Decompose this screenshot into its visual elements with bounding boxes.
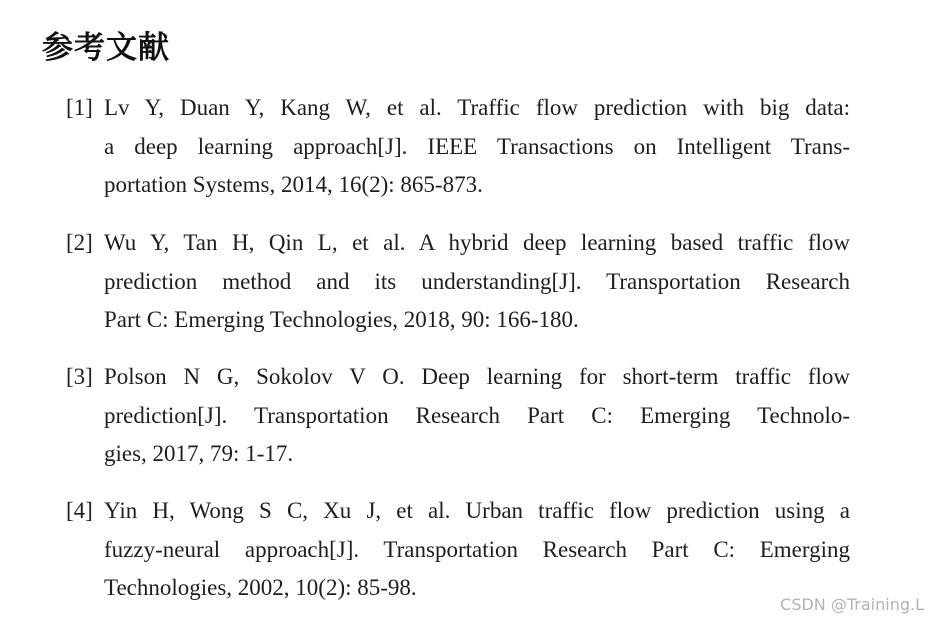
reference-line: Polson N G, Sokolov V O. Deep learning for short-term traffic flow xyxy=(104,364,850,389)
reference-line: Part C: Emerging Technologies, 2018, 90: 166-180. xyxy=(104,307,579,332)
reference-line: fuzzy-neural approach[J]. Transportation Research Part C: Emerging xyxy=(104,536,850,562)
reference-line: portation Systems, 2014, 16(2): 865-873. xyxy=(104,172,483,197)
reference-line: a deep learning approach[J]. IEEE Transactions on Intelligent Trans- xyxy=(104,133,850,159)
watermark: CSDN @Training.L xyxy=(780,595,924,614)
reference-number: [1] xyxy=(66,95,93,120)
reference-line: Technologies, 2002, 10(2): 85-98. xyxy=(104,575,417,600)
reference-line: Yin H, Wong S C, Xu J, et al. Urban traffic flow prediction using a xyxy=(104,498,850,523)
reference-line: Wu Y, Tan H, Qin L, et al. A hybrid deep learning based traffic flow xyxy=(104,230,850,255)
reference-number: [2] xyxy=(66,230,93,255)
page-title: 参考文献 xyxy=(42,30,170,66)
reference-line: prediction[J]. Transportation Research Part C: Emerging Technolo- xyxy=(104,402,850,428)
reference-line: gies, 2017, 79: 1-17. xyxy=(104,441,294,466)
reference-number: [4] xyxy=(66,498,93,523)
reference-line: prediction method and its understanding[J]. Transportation Research xyxy=(104,268,850,294)
reference-line: Lv Y, Duan Y, Kang W, et al. Traffic flow prediction with big data: xyxy=(104,95,850,120)
reference-number: [3] xyxy=(66,364,93,389)
